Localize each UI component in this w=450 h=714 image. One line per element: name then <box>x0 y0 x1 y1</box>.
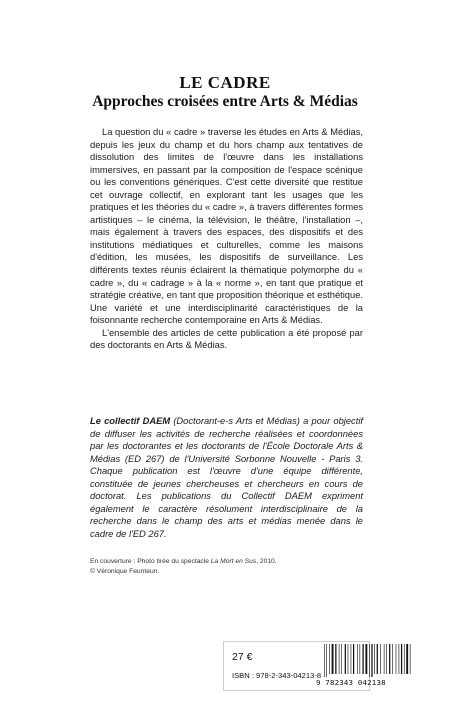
cover-credits <box>90 557 390 577</box>
barcode-bar <box>369 644 370 677</box>
barcode-bar <box>365 644 367 674</box>
barcode-bar <box>399 644 400 674</box>
barcode-bar <box>377 644 378 674</box>
barcode-bar <box>348 644 349 674</box>
barcode-bar <box>345 644 346 674</box>
barcode-bar <box>392 644 393 674</box>
barcode-bar <box>384 644 385 674</box>
barcode-bar <box>389 644 390 674</box>
collectif-description <box>90 415 363 540</box>
credit-show-title: La Mort en Sus <box>210 558 257 565</box>
barcode-bar <box>357 644 358 674</box>
barcode-bar <box>335 644 336 674</box>
credit-suffix: , 2010. <box>256 558 277 565</box>
collectif-text: (Doctorant-e-s Arts et Médias) a pour objectif de diffuser les activités de recherche réalisées et coordonnées par les doctorantes et les doctorants de l'École Doctorale Arts & Médias (ED 267) de l'Université Sorbonne Nouvelle - Paris 3. Chaque publication est l'œuvre d'une équipe différente, constituée de jeunes chercheuses et chercheurs en cours de doctorat. Les publications du Collectif DAEM expriment également le caractère résolument interdisciplinaire de la recherche dans le champ des arts et médias menée dans le cadre de l'ED 267. <box>90 416 363 539</box>
barcode-bar <box>404 644 405 674</box>
cover-photo-credit <box>90 557 390 567</box>
book-title: LE CADRE <box>179 73 271 92</box>
book-subtitle: Approches croisées entre Arts & Médias <box>92 93 358 110</box>
barcode-bar <box>401 644 402 674</box>
barcode-bar <box>341 644 342 674</box>
blurb-paragraph-1: La question du « cadre » traverse les études en Arts & Médias, depuis les jeux du champ et du hors champ aux tentatives de dissolution des limites de l'œuvre dans les installations immersives, en passant par la composition de l'espace scénique ou les conventions génériques. C'est cette diversité que restitue cet ouvrage collectif, en explorant tant les usages que les pratiques et les théories du « cadre », à travers différentes formes artistiques – le cinéma, la télévision, le théâtre, l'installation –, mais également à travers des espaces, des dispositifs et des institutions médiatiques et culturelles, comme les maisons d'édition, les musées, les dispositifs de surveillance. Les différents textes réunis éclairent la thématique polymorphe du « cadre », du « cadrage » à la « norme », en tant que pratique et stratégie créative, en tant que proposition théorique et esthétique. Une variété et une interdisciplinarité caractéristiques de la foisonnante recherche contemporaine en Arts & Médias. <box>90 127 363 326</box>
barcode-bar <box>351 644 352 674</box>
barcode-bar <box>360 644 361 674</box>
barcode-bar <box>380 644 381 674</box>
blurb-paragraph-2: L'ensemble des articles de cette publication a été proposé par des doctorants en Arts & Médias. <box>90 327 363 351</box>
barcode-bar <box>353 644 354 674</box>
barcode-bar <box>410 644 411 674</box>
barcode-bar <box>332 644 334 674</box>
barcode-bar <box>396 644 397 674</box>
barcode-bar <box>339 644 340 674</box>
price: 27 € <box>232 651 253 663</box>
credit-prefix: En couverture : Photo tirée du spectacle <box>90 558 211 565</box>
blurb <box>90 126 363 352</box>
collectif-name: Le collectif DAEM <box>90 416 171 426</box>
barcode-bar <box>386 644 387 674</box>
barcode-bar <box>371 644 372 677</box>
barcode-image <box>323 644 413 677</box>
cover-photo-copyright: © Véronique Feunteun. <box>90 568 160 575</box>
barcode-bar <box>324 644 325 677</box>
barcode-number: 9 782343 042138 <box>316 678 386 687</box>
barcode-bar <box>406 644 408 674</box>
isbn: ISBN : 978-2-343-04213-8 <box>232 671 322 680</box>
barcode-bar <box>362 644 363 674</box>
barcode-bar <box>374 644 375 674</box>
barcode-bar <box>326 644 327 677</box>
barcode-bar <box>329 644 330 674</box>
